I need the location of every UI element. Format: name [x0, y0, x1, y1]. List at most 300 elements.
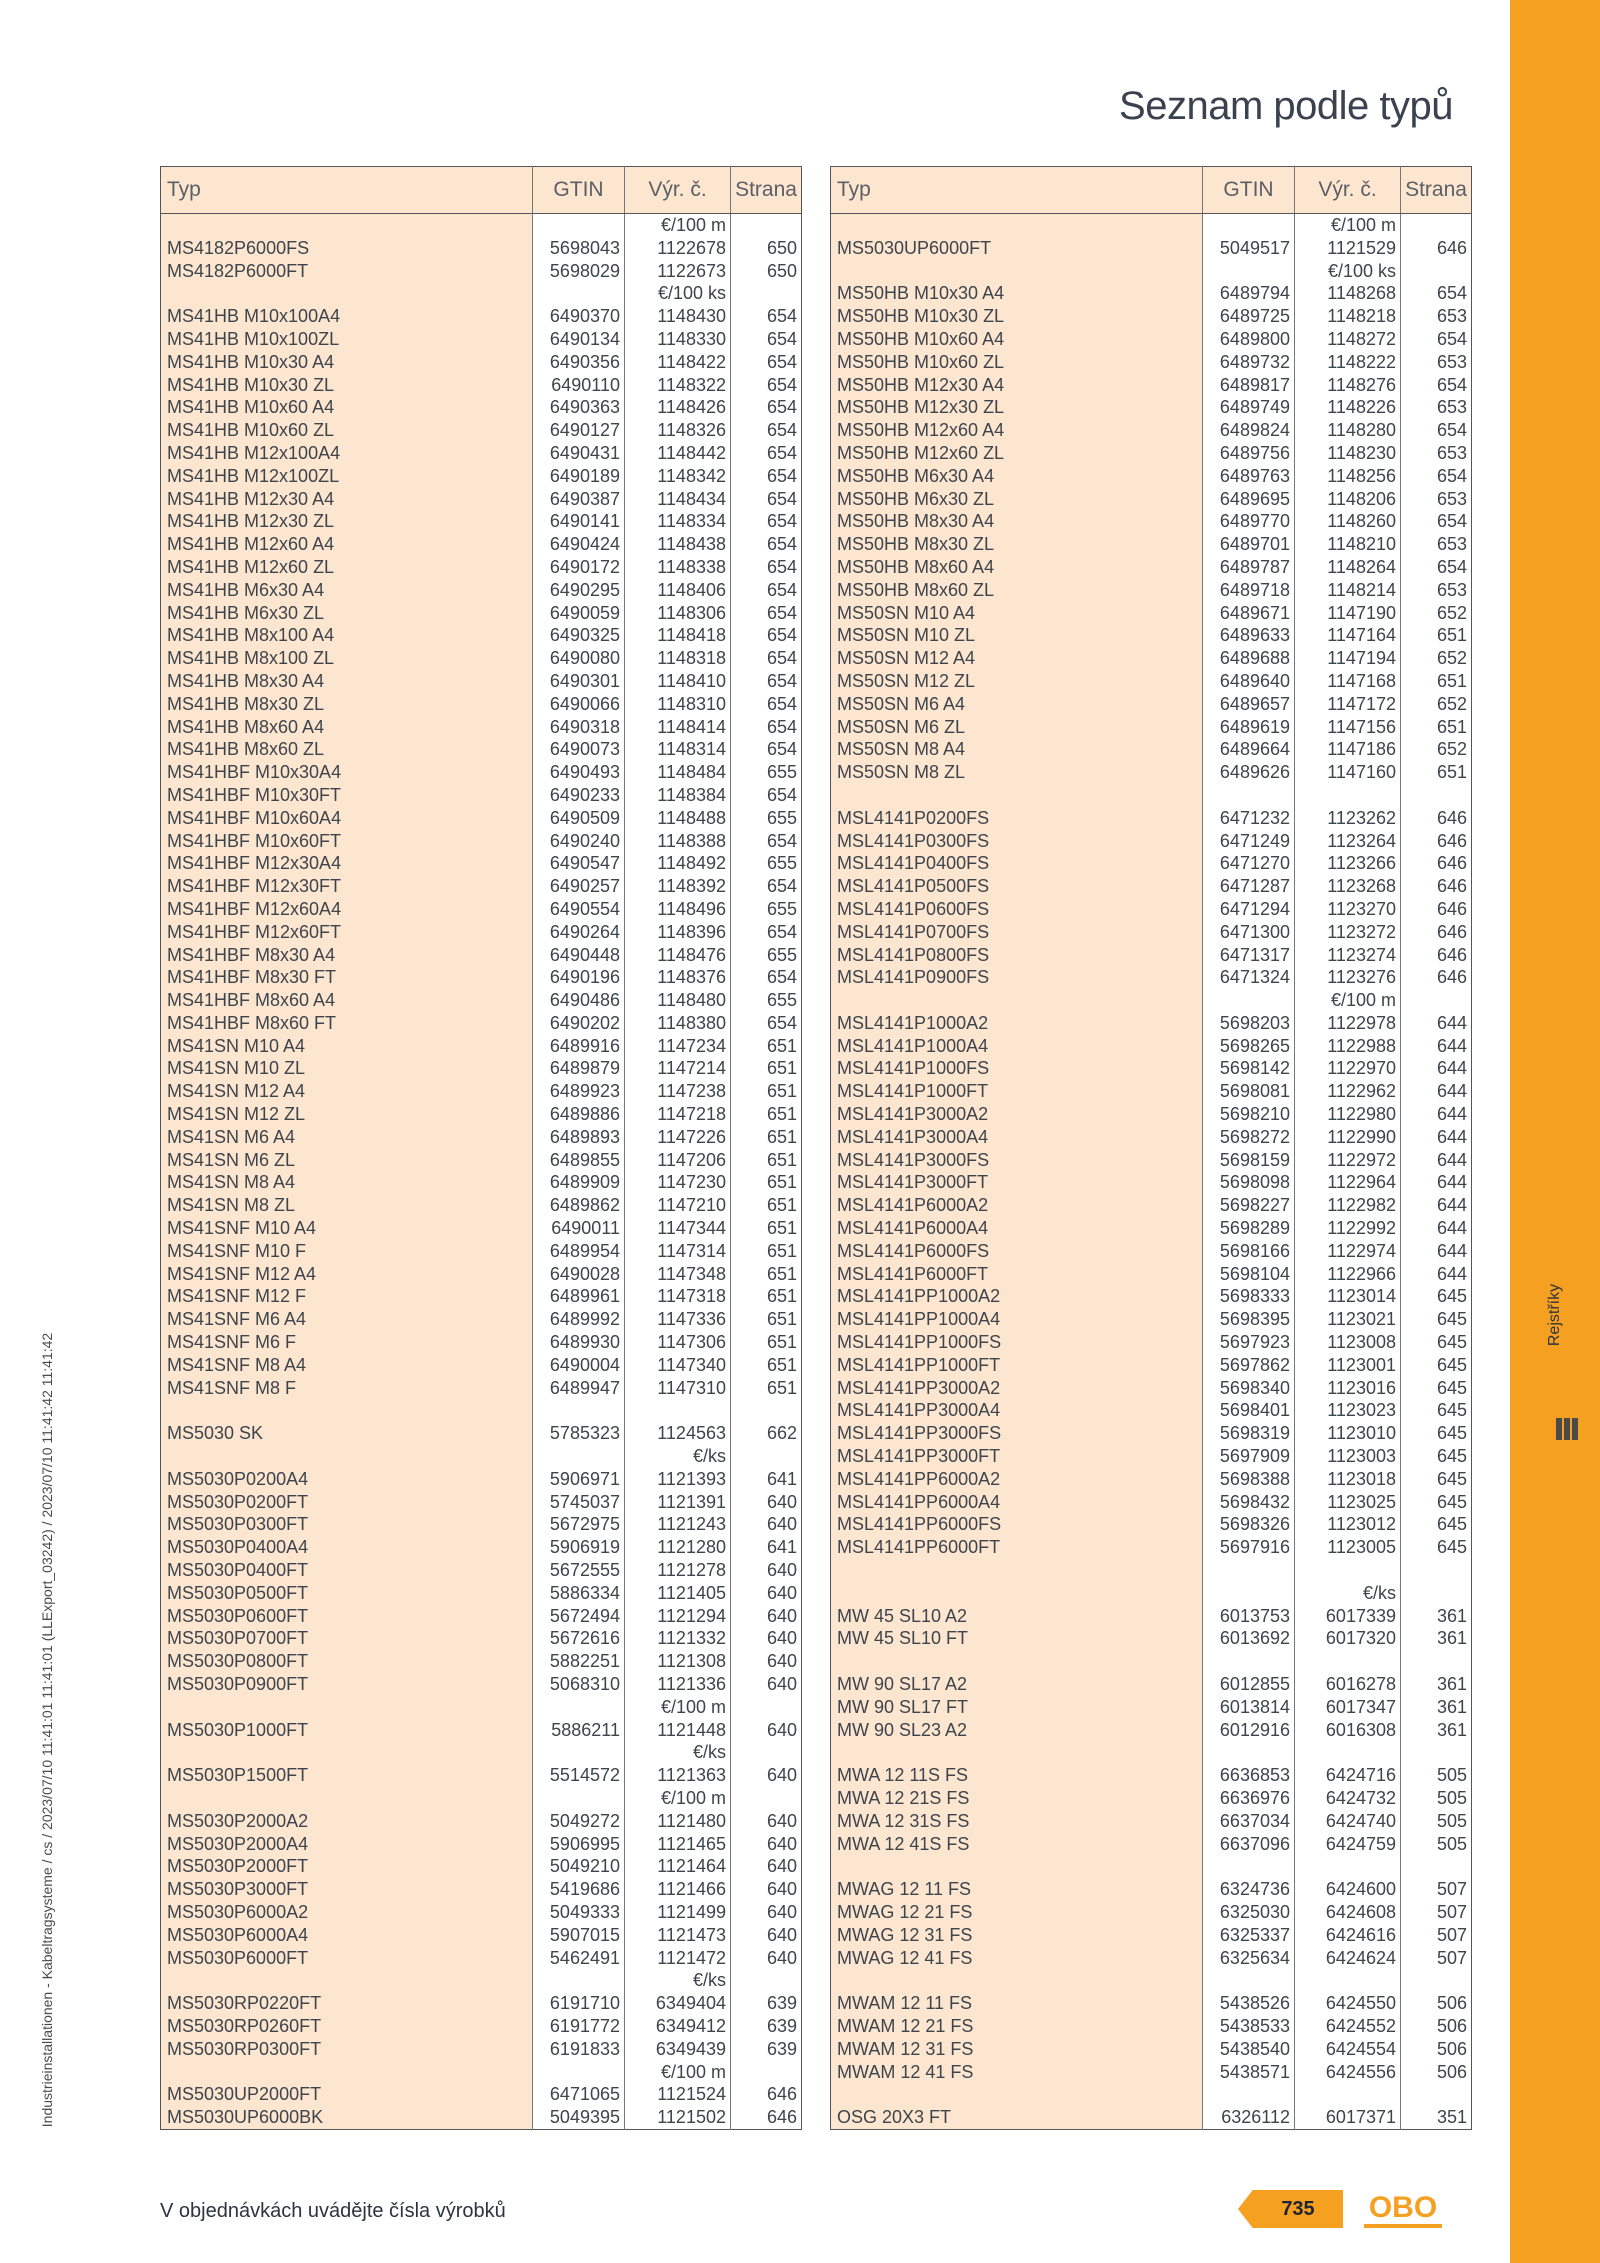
article-number-cell: 1147168 — [1295, 670, 1401, 693]
page-cell — [1401, 1650, 1472, 1673]
page-cell: 640 — [731, 1855, 802, 1878]
article-number-cell: 1148484 — [625, 761, 731, 784]
type-cell: MS41SN M8 A4 — [161, 1171, 533, 1194]
gtin-cell: 6490547 — [533, 852, 625, 875]
gtin-cell: 6471232 — [1203, 807, 1295, 830]
page-cell: 646 — [1401, 966, 1472, 989]
table-row — [161, 579, 802, 602]
type-cell: MS5030 SK — [161, 1422, 533, 1445]
gtin-cell: 6325030 — [1203, 1901, 1295, 1924]
table-row — [161, 1103, 802, 1126]
gtin-cell: 6489855 — [533, 1149, 625, 1172]
article-number-cell: 1148268 — [1295, 282, 1401, 305]
type-cell: MS50HB M6x30 ZL — [831, 488, 1203, 511]
gtin-cell: 6489626 — [1203, 761, 1295, 784]
table-row — [161, 1240, 802, 1263]
table-row — [161, 1080, 802, 1103]
table-row — [161, 1605, 802, 1628]
type-cell: MS41HBF M10x30A4 — [161, 761, 533, 784]
type-cell: MS41HBF M12x60A4 — [161, 898, 533, 921]
article-number-cell: 6017320 — [1295, 1627, 1401, 1650]
article-number-cell: 1147230 — [625, 1171, 731, 1194]
article-number-cell: 1148314 — [625, 738, 731, 761]
type-cell — [831, 1741, 1203, 1764]
page-cell: 654 — [731, 670, 802, 693]
type-cell: MW 90 SL17 FT — [831, 1696, 1203, 1719]
page-cell: 652 — [1401, 647, 1472, 670]
article-number-cell: 1148280 — [1295, 419, 1401, 442]
price-unit-label: €/100 m — [1295, 214, 1401, 237]
article-number-cell: 1148210 — [1295, 533, 1401, 556]
table-row — [161, 488, 802, 511]
type-cell: MWAG 12 21 FS — [831, 1901, 1203, 1924]
gtin-cell: 6471324 — [1203, 966, 1295, 989]
type-cell: MW 90 SL17 A2 — [831, 1673, 1203, 1696]
article-number-cell: 1122970 — [1295, 1057, 1401, 1080]
gtin-cell: 6490172 — [533, 556, 625, 579]
table-row — [161, 1559, 802, 1582]
gtin-cell: 5698432 — [1203, 1491, 1295, 1514]
page-cell — [731, 1696, 802, 1719]
table-row — [161, 830, 802, 853]
article-number-cell: 1148488 — [625, 807, 731, 830]
article-number-cell: 1147340 — [625, 1354, 731, 1377]
gtin-cell: 6489909 — [533, 1171, 625, 1194]
gtin-cell: 6490189 — [533, 465, 625, 488]
table-row — [831, 237, 1472, 260]
page-cell: 651 — [1401, 670, 1472, 693]
page-cell: 361 — [1401, 1696, 1472, 1719]
type-cell — [161, 1399, 533, 1422]
article-number-cell: 1147314 — [625, 1240, 731, 1263]
type-cell: MSL4141P0300FS — [831, 830, 1203, 853]
blank-row — [831, 1559, 1472, 1582]
type-cell: MS41HBF M8x60 FT — [161, 1012, 533, 1035]
page-cell: 651 — [731, 1126, 802, 1149]
article-number-cell: 1121294 — [625, 1605, 731, 1628]
table-row — [161, 1171, 802, 1194]
article-number-cell: 1123270 — [1295, 898, 1401, 921]
article-number-cell: 6424732 — [1295, 1787, 1401, 1810]
article-number-cell: 1123003 — [1295, 1445, 1401, 1468]
page-cell: 654 — [731, 784, 802, 807]
page-cell: 654 — [731, 351, 802, 374]
type-cell: MS41SNF M6 A4 — [161, 1308, 533, 1331]
type-cell: MS5030P6000A2 — [161, 1901, 533, 1924]
gtin-cell: 5672616 — [533, 1627, 625, 1650]
page-cell: 644 — [1401, 1012, 1472, 1035]
gtin-cell: 5698159 — [1203, 1149, 1295, 1172]
gtin-cell — [1203, 989, 1295, 1012]
gtin-cell: 6489886 — [533, 1103, 625, 1126]
page-cell: 646 — [731, 2106, 802, 2129]
footer-order-note: V objednávkách uvádějte čísla výrobků — [160, 2200, 506, 2222]
page-cell: 654 — [731, 716, 802, 739]
table-row — [831, 670, 1472, 693]
type-cell: MSL4141PP1000FS — [831, 1331, 1203, 1354]
gtin-cell: 6489756 — [1203, 442, 1295, 465]
type-cell: MS41HB M12x30 A4 — [161, 488, 533, 511]
gtin-cell: 6490233 — [533, 784, 625, 807]
type-cell: MSL4141PP6000A2 — [831, 1468, 1203, 1491]
page-cell: 505 — [1401, 1833, 1472, 1856]
article-number-cell: 1147226 — [625, 1126, 731, 1149]
gtin-cell — [1203, 214, 1295, 237]
table-row — [831, 2106, 1472, 2129]
type-cell: MSL4141PP3000A4 — [831, 1399, 1203, 1422]
gtin-cell: 6490363 — [533, 396, 625, 419]
gtin-cell: 6489817 — [1203, 374, 1295, 397]
page-cell: 507 — [1401, 1924, 1472, 1947]
type-cell: MSL4141P6000A4 — [831, 1217, 1203, 1240]
table-row — [831, 693, 1472, 716]
page-cell: 651 — [731, 1354, 802, 1377]
table-row — [161, 1057, 802, 1080]
page-cell: 645 — [1401, 1354, 1472, 1377]
price-unit-row — [161, 214, 802, 237]
type-cell: MSL4141P6000FS — [831, 1240, 1203, 1263]
table-row — [161, 1764, 802, 1787]
type-cell: MS5030RP0220FT — [161, 1992, 533, 2015]
article-number-cell: 1148206 — [1295, 488, 1401, 511]
table-row — [161, 1901, 802, 1924]
article-number-cell: 1148330 — [625, 328, 731, 351]
article-number-cell — [1295, 1741, 1401, 1764]
article-number-cell: 1148426 — [625, 396, 731, 419]
table-row — [831, 305, 1472, 328]
blank-row — [831, 784, 1472, 807]
table-row — [161, 921, 802, 944]
table-row — [831, 1103, 1472, 1126]
page-cell: 640 — [731, 1947, 802, 1970]
table-row — [831, 1833, 1472, 1856]
type-cell: MW 45 SL10 A2 — [831, 1605, 1203, 1628]
table-row — [161, 533, 802, 556]
gtin-cell: 6489961 — [533, 1285, 625, 1308]
table-row — [161, 328, 802, 351]
page-cell — [731, 2061, 802, 2084]
article-number-cell: 1121393 — [625, 1468, 731, 1491]
article-number-cell: 1121391 — [625, 1491, 731, 1514]
blank-row — [831, 1969, 1472, 1992]
gtin-cell: 5906995 — [533, 1833, 625, 1856]
gtin-cell: 6637034 — [1203, 1810, 1295, 1833]
gtin-cell: 5698166 — [1203, 1240, 1295, 1263]
blank-row — [831, 2083, 1472, 2106]
page-cell: 651 — [731, 1171, 802, 1194]
table-row — [831, 1947, 1472, 1970]
page-cell: 655 — [731, 807, 802, 830]
page-cell: 654 — [731, 396, 802, 419]
page-cell: 652 — [1401, 738, 1472, 761]
page-cell: 653 — [1401, 488, 1472, 511]
article-number-cell: 1147238 — [625, 1080, 731, 1103]
type-cell: MWAG 12 41 FS — [831, 1947, 1203, 1970]
gtin-cell: 6490431 — [533, 442, 625, 465]
article-number-cell: 1148222 — [1295, 351, 1401, 374]
article-number-cell: 1122980 — [1295, 1103, 1401, 1126]
gtin-cell: 6489916 — [533, 1035, 625, 1058]
type-cell: MS5030P0200A4 — [161, 1468, 533, 1491]
type-cell: MS50HB M12x60 A4 — [831, 419, 1203, 442]
type-cell: MS41HBF M12x30A4 — [161, 852, 533, 875]
type-cell: MS41SN M12 A4 — [161, 1080, 533, 1103]
type-cell — [831, 1855, 1203, 1878]
type-cell: MS50HB M10x30 A4 — [831, 282, 1203, 305]
gtin-cell — [533, 1787, 625, 1810]
gtin-cell — [533, 1741, 625, 1764]
type-cell: MWA 12 21S FS — [831, 1787, 1203, 1810]
table-row — [161, 419, 802, 442]
type-cell: MWAM 12 31 FS — [831, 2038, 1203, 2061]
table-row — [831, 1810, 1472, 1833]
gtin-cell: 5698395 — [1203, 1308, 1295, 1331]
type-cell — [831, 1582, 1203, 1605]
page-cell: 645 — [1401, 1513, 1472, 1536]
page-cell — [1401, 2083, 1472, 2106]
type-cell: MS5030P2000A2 — [161, 1810, 533, 1833]
page-cell: 640 — [731, 1833, 802, 1856]
table-row — [161, 647, 802, 670]
page-cell: 651 — [731, 1377, 802, 1400]
type-cell: MS5030P0700FT — [161, 1627, 533, 1650]
gtin-cell: 5698104 — [1203, 1263, 1295, 1286]
page-cell: 507 — [1401, 1947, 1472, 1970]
article-number-cell: 1123264 — [1295, 830, 1401, 853]
price-unit-row — [161, 1741, 802, 1764]
page-cell: 652 — [1401, 693, 1472, 716]
type-cell — [161, 2061, 533, 2084]
page-cell: 654 — [731, 533, 802, 556]
gtin-cell: 6490387 — [533, 488, 625, 511]
price-unit-label: €/100 m — [625, 214, 731, 237]
article-number-cell: 1147306 — [625, 1331, 731, 1354]
gtin-cell: 6489640 — [1203, 670, 1295, 693]
table-row — [161, 716, 802, 739]
obo-logo: OBO — [1368, 2191, 1438, 2224]
article-number-cell — [1295, 1969, 1401, 1992]
gtin-cell — [533, 1969, 625, 1992]
gtin-cell: 6490066 — [533, 693, 625, 716]
gtin-cell: 5886334 — [533, 1582, 625, 1605]
article-number-cell: 1123005 — [1295, 1536, 1401, 1559]
type-cell: MSL4141PP1000FT — [831, 1354, 1203, 1377]
article-number-cell: 1147160 — [1295, 761, 1401, 784]
page-cell: 361 — [1401, 1673, 1472, 1696]
type-cell — [831, 989, 1203, 1012]
type-cell: MSL4141P6000A2 — [831, 1194, 1203, 1217]
price-unit-row — [831, 260, 1472, 283]
page-cell: 654 — [731, 875, 802, 898]
article-number-cell: 1148214 — [1295, 579, 1401, 602]
article-number-cell: 1121280 — [625, 1536, 731, 1559]
article-number-cell: 1148318 — [625, 647, 731, 670]
type-cell: MS41HBF M10x60A4 — [161, 807, 533, 830]
article-number-cell — [1295, 1559, 1401, 1582]
article-number-cell: 1147194 — [1295, 647, 1401, 670]
column-header-type: Typ — [161, 167, 533, 214]
type-cell: MSL4141PP3000A2 — [831, 1377, 1203, 1400]
table-row — [161, 1377, 802, 1400]
article-number-cell: 1121308 — [625, 1650, 731, 1673]
column-header-article-number: Výr. č. — [625, 167, 731, 214]
article-number-cell: 1148480 — [625, 989, 731, 1012]
table-row — [831, 488, 1472, 511]
gtin-cell: 5049395 — [533, 2106, 625, 2129]
page-cell: 640 — [731, 1764, 802, 1787]
gtin-cell: 5906971 — [533, 1468, 625, 1491]
gtin-cell: 6324736 — [1203, 1878, 1295, 1901]
article-number-cell: 1147164 — [1295, 624, 1401, 647]
gtin-cell: 5698340 — [1203, 1377, 1295, 1400]
table-row — [831, 1308, 1472, 1331]
gtin-cell: 6489664 — [1203, 738, 1295, 761]
page-cell — [731, 1969, 802, 1992]
article-number-cell: 1123001 — [1295, 1354, 1401, 1377]
type-cell: MS41HB M6x30 ZL — [161, 602, 533, 625]
type-cell: MS41SN M10 A4 — [161, 1035, 533, 1058]
page-cell: 654 — [1401, 510, 1472, 533]
type-cell: MS5030UP6000BK — [161, 2106, 533, 2129]
table-row — [831, 1491, 1472, 1514]
article-number-cell: 1122673 — [625, 260, 731, 283]
page-cell — [731, 214, 802, 237]
table-row — [161, 944, 802, 967]
type-cell: MS41HB M6x30 A4 — [161, 579, 533, 602]
price-unit-label: €/ks — [1295, 1582, 1401, 1605]
type-cell: MS50HB M8x30 ZL — [831, 533, 1203, 556]
article-number-cell: 1121278 — [625, 1559, 731, 1582]
page-cell: 654 — [731, 442, 802, 465]
page-cell: 646 — [1401, 830, 1472, 853]
gtin-cell: 5785323 — [533, 1422, 625, 1445]
type-cell: MS5030P0400FT — [161, 1559, 533, 1582]
table-row — [831, 1627, 1472, 1650]
page-cell: 655 — [731, 761, 802, 784]
type-cell: MSL4141P3000A4 — [831, 1126, 1203, 1149]
gtin-cell: 6489671 — [1203, 602, 1295, 625]
gtin-cell: 6471270 — [1203, 852, 1295, 875]
type-cell: MS41HBF M10x60FT — [161, 830, 533, 853]
type-cell: MSL4141P3000A2 — [831, 1103, 1203, 1126]
page-cell: 361 — [1401, 1627, 1472, 1650]
type-cell: MWA 12 31S FS — [831, 1810, 1203, 1833]
table-row — [831, 1285, 1472, 1308]
gtin-cell: 6490240 — [533, 830, 625, 853]
page-cell: 505 — [1401, 1764, 1472, 1787]
article-number-cell: 6424608 — [1295, 1901, 1401, 1924]
table-row — [831, 602, 1472, 625]
page-cell: 640 — [731, 1513, 802, 1536]
type-cell: MS5030P1000FT — [161, 1719, 533, 1742]
type-cell: OSG 20X3 FT — [831, 2106, 1203, 2129]
table-row — [831, 1719, 1472, 1742]
table-row — [161, 989, 802, 1012]
page-cell: 654 — [731, 602, 802, 625]
table-row — [831, 898, 1472, 921]
article-number-cell: 1147234 — [625, 1035, 731, 1058]
page-cell: 640 — [731, 1673, 802, 1696]
page-cell: 651 — [731, 1308, 802, 1331]
table-row — [831, 1536, 1472, 1559]
gtin-cell: 6489930 — [533, 1331, 625, 1354]
gtin-cell: 6490493 — [533, 761, 625, 784]
article-number-cell: 1147348 — [625, 1263, 731, 1286]
table-row — [831, 556, 1472, 579]
page-cell: 640 — [731, 1491, 802, 1514]
page-cell: 506 — [1401, 2061, 1472, 2084]
article-number-cell: 6424759 — [1295, 1833, 1401, 1856]
article-number-cell: 6017347 — [1295, 1696, 1401, 1719]
price-unit-row — [161, 282, 802, 305]
type-cell: MS41HB M12x30 ZL — [161, 510, 533, 533]
type-cell: MS41SN M8 ZL — [161, 1194, 533, 1217]
table-row — [161, 2106, 802, 2129]
type-cell: MS41HB M8x100 ZL — [161, 647, 533, 670]
article-number-cell: 1147206 — [625, 1149, 731, 1172]
gtin-cell: 6471317 — [1203, 944, 1295, 967]
gtin-cell: 5697916 — [1203, 1536, 1295, 1559]
table-row — [161, 1627, 802, 1650]
table-row — [831, 1696, 1472, 1719]
gtin-cell: 6471249 — [1203, 830, 1295, 853]
gtin-cell: 6490202 — [533, 1012, 625, 1035]
table-row — [161, 1924, 802, 1947]
gtin-cell: 5745037 — [533, 1491, 625, 1514]
page-cell: 646 — [1401, 852, 1472, 875]
price-unit-label: €/100 ks — [1295, 260, 1401, 283]
table-row — [831, 807, 1472, 830]
gtin-cell: 5698326 — [1203, 1513, 1295, 1536]
type-cell: MSL4141P0500FS — [831, 875, 1203, 898]
page-cell: 654 — [731, 419, 802, 442]
column-header-page: Strana — [731, 167, 802, 214]
page-cell: 645 — [1401, 1468, 1472, 1491]
gtin-cell: 6490448 — [533, 944, 625, 967]
page-cell: 639 — [731, 1992, 802, 2015]
table-row — [161, 1992, 802, 2015]
article-number-cell: 1147210 — [625, 1194, 731, 1217]
price-unit-row — [161, 1787, 802, 1810]
type-cell: MS41HB M8x30 ZL — [161, 693, 533, 716]
article-number-cell: 1121480 — [625, 1810, 731, 1833]
price-unit-row — [161, 2061, 802, 2084]
article-number-cell: 6016278 — [1295, 1673, 1401, 1696]
type-cell: MS5030RP0260FT — [161, 2015, 533, 2038]
gtin-cell: 6489701 — [1203, 533, 1295, 556]
table-row — [831, 1217, 1472, 1240]
article-number-cell: 1148230 — [1295, 442, 1401, 465]
type-cell: MS50HB M10x60 ZL — [831, 351, 1203, 374]
article-number-cell: 1148442 — [625, 442, 731, 465]
table-row — [161, 1331, 802, 1354]
page-cell: 640 — [731, 1810, 802, 1833]
article-number-cell: 1148476 — [625, 944, 731, 967]
table-row — [161, 1422, 802, 1445]
type-cell: MW 45 SL10 FT — [831, 1627, 1203, 1650]
price-unit-label: €/100 m — [1295, 989, 1401, 1012]
page-cell: 654 — [1401, 282, 1472, 305]
page-cell: 644 — [1401, 1035, 1472, 1058]
gtin-cell — [1203, 1582, 1295, 1605]
type-cell: MS41HBF M8x60 A4 — [161, 989, 533, 1012]
table-row — [161, 1285, 802, 1308]
page-cell: 646 — [1401, 807, 1472, 830]
gtin-cell: 5698388 — [1203, 1468, 1295, 1491]
gtin-cell: 6191772 — [533, 2015, 625, 2038]
gtin-cell: 5698401 — [1203, 1399, 1295, 1422]
gtin-cell: 6489954 — [533, 1240, 625, 1263]
